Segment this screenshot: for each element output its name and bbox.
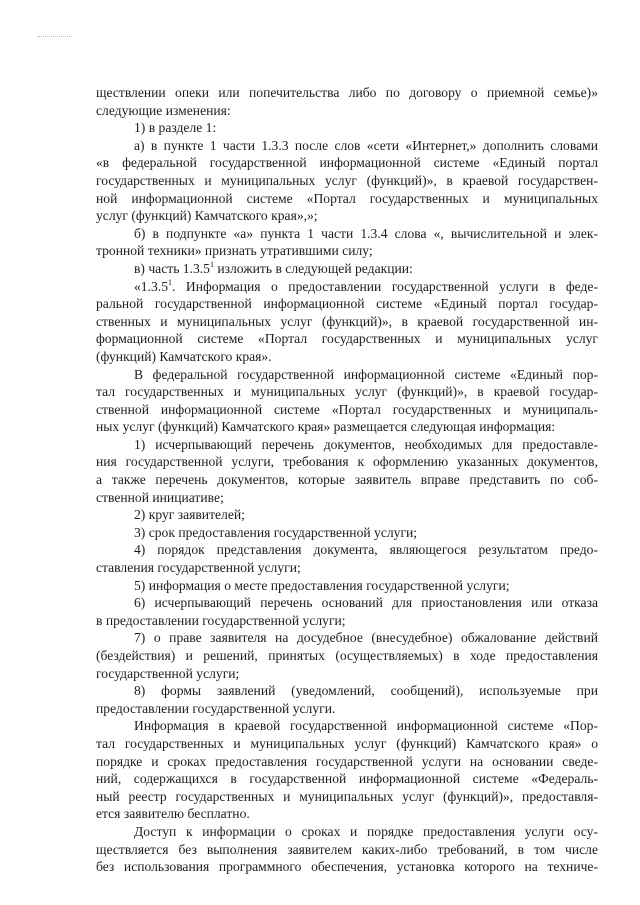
text-line: ственной информационной системе «Портал государственных и муниципаль- [96,401,598,417]
text-line: предоставлении государственной услуги. [96,700,336,716]
paragraph [96,260,598,278]
text-line: «в федеральной государственной информационной системе «Единый портал [96,155,598,171]
text-line: 1) в разделе 1: [134,120,217,136]
text-line: следующие изменения: [96,102,231,118]
text-line: 7) о праве заявителя на досудебное (внесудебное) обжалование действий [134,630,598,646]
text-line: (бездействия) и решений, принятых (осуществляемых) в ходе предоставления [96,648,598,663]
text-line: ний, содержащихся в государственной информационной системе «Федераль- [96,771,598,787]
text-line: тал государственных и муниципальных услуг (функций) Камчатского края» о [96,735,598,751]
text-line: б) в подпункте «а» пункта 1 части 1.3.4 слова «, вычислительной и элек- [134,225,598,241]
text-line: формационной системе «Портал государственных и муниципальных услуг [96,331,598,347]
paragraph [96,524,598,542]
text-line: в предоставлении государственной услуги; [96,612,346,628]
paragraph [96,84,598,119]
text-line: ственных и муниципальных услуг (функций)», в краевой государственной ин- [96,313,598,329]
text-line: 3) срок предоставления государственной услуги; [134,524,418,540]
text-line: 4) порядок представления документа, являющегося результатом предо- [134,542,598,558]
paragraph [96,137,598,225]
text-line: ральной государственной информационной системе «Единый портал государ- [96,296,598,312]
text-line: государственной услуги; [96,665,240,681]
text-line: ния государственной услуги, требования к оформлению указанных документов, [96,454,598,470]
text-line: в) часть 1.3.5$^1$ изложить в следующей редакции: [134,259,413,276]
text-line: а) в пункте 1 части 1.3.3 после слов «сети «Интернет,» дополнить словами [134,137,598,153]
document-body [96,84,598,876]
text-line: «1.3.5$^1$. Информация о предоставлении государственной услуги в феде- [134,277,598,294]
text-line: тронной техники» признать утратившими силу; [96,243,373,259]
paragraph [96,278,598,366]
text-line: В федеральной государственной информационной системе «Единый пор- [134,366,598,382]
text-line: 5) информация о месте предоставления государственной услуги; [134,577,510,593]
text-line: без использования программного обеспечения, установка которого на техниче- [96,859,598,875]
paragraph [96,436,598,506]
text-line: ных услуг (функций) Камчатского края» размещается следующая информация: [96,419,556,435]
text-line: ной информационной системе «Портал государственных и муниципальных [96,190,598,206]
text-line: услуг (функций) Камчатского края»,»; [96,208,318,224]
text-line: Доступ к информации о сроках и порядке предоставления услуги осу- [134,823,598,839]
text-line: 6) исчерпывающий перечень оснований для приостановления или отказа [134,595,598,611]
text-line: порядке и сроках предоставления государственной услуги на основании сведе- [96,753,598,769]
text-line: ный реестр государственных и муниципальных услуг (функций)», предоставля- [96,788,598,804]
text-line: ставления государственной услуги; [96,560,301,576]
paragraph [96,366,598,436]
text-line: Информация в краевой государственной информационной системе «Пор- [134,718,598,734]
text-line: государственных и муниципальных услуг (функций)», в краевой государствен- [96,172,598,188]
text-line: 1) исчерпывающий перечень документов, необходимых для предоставле- [134,436,598,452]
text-line: (функций) Камчатского края». [96,348,272,364]
text-line: а также перечень документов, которые заявитель вправе представить по соб- [96,472,598,488]
text-line: ществлении опеки или попечительства либо по договору о приемной семье)» [96,85,598,100]
text-line: 8) формы заявлений (уведомлений, сообщений), используемые при [134,683,598,699]
paragraph [96,717,598,823]
paragraph [96,541,598,576]
paragraph [96,225,598,260]
text-line: ется заявителю бесплатно. [96,806,250,822]
scan-artifact [38,36,72,38]
paragraph [96,577,598,595]
paragraph [96,823,598,876]
paragraph [96,594,598,629]
text-line: тал государственных и муниципальных услуг (функций)», в краевой государ- [96,384,598,400]
paragraph [96,629,598,682]
text-line: ществляется без выполнения заявителем каких-либо требований, в том числе [96,841,598,857]
text-line: ственной инициативе; [96,489,224,505]
paragraph [96,682,598,717]
paragraph [96,506,598,524]
paragraph [96,119,598,137]
text-line: 2) круг заявителей; [134,507,245,523]
